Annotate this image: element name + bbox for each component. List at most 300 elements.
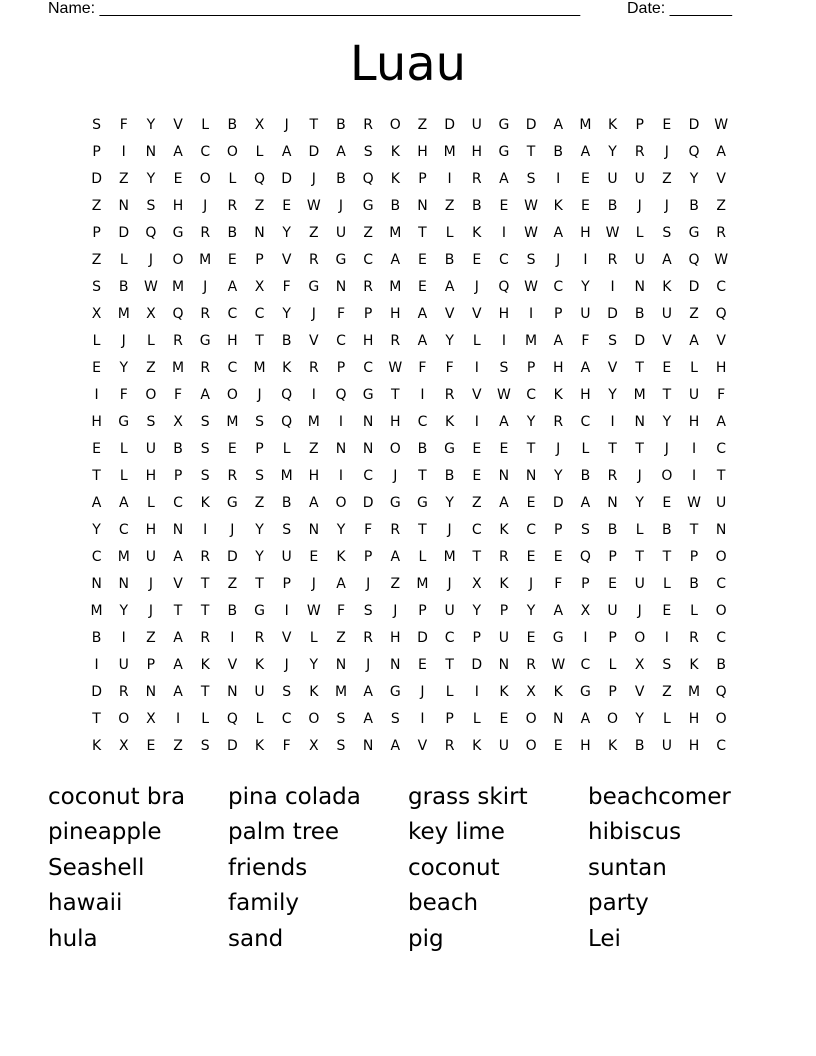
grid-letter: K [282,359,292,376]
grid-letter: B [336,116,346,133]
grid-letter: P [336,359,346,376]
grid-letter: J [556,251,561,268]
grid-letter: L [282,440,291,457]
grid-letter: U [661,737,672,754]
grid-letter: Q [281,386,293,403]
grid-letter: E [472,467,482,484]
grid-letter: U [580,305,591,322]
grid-letter: N [254,224,265,241]
grid-letter: Z [417,116,428,133]
grid-letter: A [580,494,591,511]
word-bank-row [48,815,768,851]
grid-letter: Z [91,197,102,214]
word-bank-item: family [228,890,299,917]
grid-letter: D [471,656,483,673]
grid-letter: B [634,305,645,322]
grid-letter: R [471,170,482,187]
grid-letter: E [580,197,590,214]
grid-letter: L [255,143,264,160]
grid-letter: B [444,251,455,268]
grid-letter: Y [282,224,291,241]
grid-letter: T [635,359,644,376]
grid-letter: N [362,413,374,430]
grid-letter: T [92,710,101,727]
grid-letter: H [390,413,401,430]
grid-letter: C [580,656,591,673]
grid-letter: R [526,656,536,673]
word-bank [48,779,768,957]
grid-letter: E [146,737,156,754]
grid-letter: E [662,116,672,133]
grid-letter: R [118,683,129,700]
grid-letter: S [526,251,536,268]
grid-letter: B [390,197,401,214]
grid-letter: S [499,359,509,376]
grid-letter: M [117,548,130,565]
grid-letter: V [471,305,482,322]
grid-letter: M [226,413,239,430]
grid-letter: R [390,332,401,349]
grid-letter: V [281,251,292,268]
grid-letter: V [227,656,238,673]
grid-letter: G [552,629,564,646]
grid-letter: T [635,548,644,565]
grid-letter: E [499,197,509,214]
word-bank-row [48,779,768,815]
grid-letter: K [689,656,699,673]
grid-letter: W [605,224,620,241]
grid-letter: A [390,737,401,754]
grid-letter: I [447,170,452,187]
grid-letter: C [363,359,374,376]
grid-letter: Q [715,683,727,700]
word-bank-item: suntan [588,854,667,881]
grid-letter: L [119,251,128,268]
grid-letter: B [281,332,292,349]
grid-letter: F [174,386,183,403]
grid-letter: Z [91,251,102,268]
grid-letter: M [443,548,456,565]
grid-letter: A [281,143,292,160]
grid-letter: U [607,602,618,619]
grid-letter: P [608,683,617,700]
grid-letter: O [145,386,157,403]
grid-letter: J [284,116,289,133]
grid-letter: Z [146,629,156,646]
grid-letter: S [662,656,672,673]
grid-letter: T [200,602,210,619]
grid-letter: Z [444,197,455,214]
grid-letter: E [282,197,292,214]
grid-letter: J [366,575,371,592]
grid-letter: Y [689,170,699,187]
grid-letter: O [389,440,401,457]
grid-letter: Y [608,386,617,403]
grid-letter: H [688,413,700,430]
grid-letter: V [309,332,319,349]
grid-letter: U [607,170,618,187]
grid-letter: D [118,224,130,241]
word-bank-item: pig [408,925,444,952]
grid-letter: H [145,467,157,484]
grid-letter: R [607,251,618,268]
grid-letter: G [389,683,401,700]
grid-letter: Q [145,224,157,241]
grid-letter: Z [309,440,319,457]
grid-row [83,219,735,246]
grid-row [83,354,735,381]
grid-letter: W [714,251,729,268]
grid-letter: N [335,278,347,295]
grid-letter: X [254,278,265,295]
grid-letter: L [445,224,454,241]
grid-letter: I [610,278,615,295]
grid-letter: E [418,278,427,295]
grid-letter: B [173,440,183,457]
grid-letter: M [389,224,402,241]
grid-letter: I [121,143,126,160]
grid-letter: J [447,521,452,538]
grid-letter: N [715,521,727,538]
grid-letter: L [690,602,698,619]
grid-row [83,678,735,705]
grid-letter: R [200,548,211,565]
grid-letter: L [581,440,590,457]
grid-letter: Z [118,170,129,187]
grid-letter: G [335,251,347,268]
grid-letter: X [91,305,102,322]
grid-letter: G [254,602,265,619]
grid-letter: N [308,521,320,538]
grid-letter: M [199,251,212,268]
grid-letter: B [91,629,102,646]
grid-letter: Y [553,467,563,484]
grid-letter: C [336,332,346,349]
grid-letter: T [418,521,427,538]
word-bank-item: sand [228,925,284,952]
grid-letter: A [553,332,564,349]
grid-letter: C [173,494,183,511]
grid-letter: A [417,332,428,349]
grid-letter: T [662,386,672,403]
grid-letter: J [664,197,669,214]
grid-letter: X [309,737,319,754]
grid-letter: T [689,521,699,538]
grid-letter: J [529,575,534,592]
grid-letter: H [580,224,591,241]
grid-letter: L [119,440,128,457]
grid-letter: D [362,494,374,511]
grid-row [83,381,735,408]
word-bank-item: pineapple [48,819,162,846]
grid-row [83,435,735,462]
grid-letter: N [525,467,537,484]
grid-letter: D [226,548,238,565]
grid-letter: K [472,224,482,241]
grid-letter: V [173,116,183,133]
grid-letter: I [529,305,534,322]
grid-letter: A [553,602,564,619]
grid-letter: G [444,440,456,457]
grid-letter: J [311,170,316,187]
grid-letter: O [226,386,238,403]
grid-letter: V [417,737,428,754]
grid-letter: I [94,656,99,673]
grid-letter: A [499,413,509,430]
grid-letter: D [308,143,320,160]
grid-letter: M [579,116,592,133]
grid-letter: Z [716,197,726,214]
date-field-label: Date: _______ [627,0,732,17]
grid-letter: K [553,197,563,214]
grid-letter: V [607,359,618,376]
grid-letter: B [281,494,292,511]
grid-letter: W [524,224,538,241]
grid-letter: L [608,656,617,673]
grid-letter: R [716,224,727,241]
grid-letter: L [472,332,481,349]
grid-letter: E [472,251,482,268]
grid-letter: R [363,116,373,133]
grid-letter: Z [173,737,183,754]
grid-letter: R [308,251,319,268]
grid-letter: K [200,494,210,511]
grid-row [83,732,735,759]
grid-letter: X [254,116,265,133]
grid-letter: E [499,440,509,457]
grid-letter: N [172,521,184,538]
grid-letter: C [716,278,727,295]
grid-letter: E [662,494,672,511]
grid-letter: N [118,197,129,214]
grid-letter: A [173,629,183,646]
grid-letter: L [146,494,155,511]
grid-letter: M [389,278,402,295]
grid-letter: M [307,413,320,430]
grid-letter: O [607,710,619,727]
grid-letter: P [499,602,509,619]
grid-letter: J [257,386,262,403]
grid-letter: K [91,737,102,754]
grid-letter: L [635,224,644,241]
grid-letter: M [633,386,646,403]
grid-letter: H [552,359,564,376]
grid-letter: J [203,197,208,214]
grid-letter: Q [688,143,700,160]
grid-letter: M [687,683,701,700]
grid-letter: V [716,332,726,349]
grid-letter: I [474,359,479,376]
grid-letter: G [389,494,401,511]
grid-letter: U [254,683,265,700]
grid-letter: E [499,710,509,727]
grid-letter: H [145,521,157,538]
grid-letter: F [119,386,128,403]
grid-letter: G [498,116,510,133]
grid-letter: S [363,143,373,160]
grid-letter: S [363,602,373,619]
grid-letter: N [552,710,564,727]
grid-letter: E [173,170,183,187]
grid-letter: J [284,656,289,673]
grid-letter: A [309,494,319,511]
word-bank-item: coconut bra [48,783,186,810]
grid-letter: X [471,575,482,592]
grid-letter: J [637,197,642,214]
grid-letter: Y [336,521,346,538]
word-bank-item: grass skirt [408,783,528,810]
grid-letter: C [254,305,265,322]
grid-row [83,651,735,678]
grid-letter: S [526,170,536,187]
word-bank-item: party [588,890,649,917]
grid-letter: I [474,413,479,430]
word-search-grid [83,111,735,759]
grid-letter: Y [635,494,644,511]
grid-letter: L [119,467,128,484]
grid-letter: O [715,602,727,619]
header [48,0,768,18]
grid-letter: I [121,629,126,646]
grid-letter: E [526,629,536,646]
grid-letter: Y [282,305,291,322]
grid-letter: I [338,413,344,430]
grid-letter: K [445,413,455,430]
grid-letter: F [282,737,291,754]
grid-letter: T [526,440,536,457]
grid-letter: R [227,467,238,484]
grid-letter: J [338,197,344,214]
grid-letter: P [282,575,291,592]
grid-letter: J [203,278,208,295]
grid-letter: Z [227,575,238,592]
grid-letter: Q [172,305,184,322]
grid-letter: J [148,602,153,619]
grid-letter: I [474,683,479,700]
grid-letter: E [472,440,482,457]
grid-letter: M [525,332,538,349]
grid-letter: U [471,116,482,133]
grid-letter: Y [526,602,536,619]
grid-letter: J [474,278,479,295]
grid-letter: X [146,305,156,322]
grid-letter: L [201,710,210,727]
grid-letter: P [445,710,454,727]
grid-letter: U [281,548,292,565]
word-bank-item: pina colada [228,783,361,810]
grid-letter: P [554,521,563,538]
grid-letter: S [255,413,264,430]
grid-row [83,165,735,192]
word-bank-item: hibiscus [588,819,682,846]
grid-letter: C [363,251,374,268]
grid-letter: Y [526,413,536,430]
grid-letter: A [173,683,183,700]
grid-letter: A [363,683,373,700]
grid-letter: L [662,575,671,592]
grid-letter: Z [336,629,346,646]
word-bank-item: key lime [408,819,505,846]
grid-letter: W [306,197,321,214]
grid-letter: X [146,710,156,727]
grid-letter: N [145,143,157,160]
grid-letter: G [118,413,130,430]
grid-letter: B [716,656,726,673]
grid-letter: T [608,440,617,457]
grid-letter: G [308,278,320,295]
grid-letter: U [498,629,510,646]
grid-letter: E [418,251,427,268]
grid-letter: O [525,710,537,727]
grid-letter: T [418,467,427,484]
grid-letter: J [420,683,425,700]
grid-letter: B [227,224,238,241]
grid-letter: D [91,683,102,700]
grid-letter: Q [579,548,591,565]
grid-letter: U [498,737,510,754]
grid-letter: Y [255,548,264,565]
grid-row [83,300,735,327]
grid-letter: G [226,494,238,511]
grid-letter: U [118,656,129,673]
grid-letter: K [662,278,672,295]
grid-letter: H [417,143,428,160]
grid-letter: R [607,467,618,484]
grid-letter: Z [662,170,672,187]
grid-letter: K [607,737,618,754]
grid-letter: J [393,602,398,619]
grid-letter: U [634,575,645,592]
grid-letter: P [363,305,373,322]
grid-letter: Z [146,359,156,376]
grid-letter: O [661,467,673,484]
grid-letter: H [688,710,700,727]
grid-letter: A [499,170,509,187]
grid-letter: F [554,575,563,592]
grid-letter: I [583,629,588,646]
grid-letter: J [556,440,561,457]
word-bank-item: beach [408,890,479,917]
grid-letter: T [526,143,536,160]
grid-letter: A [716,143,726,160]
grid-letter: N [362,737,374,754]
grid-letter: T [716,467,726,484]
grid-letter: K [499,521,509,538]
grid-letter: O [389,116,401,133]
grid-letter: E [662,602,672,619]
grid-letter: I [420,386,425,403]
grid-letter: F [445,359,454,376]
grid-letter: P [146,656,156,673]
grid-letter: A [417,305,428,322]
grid-letter: P [418,602,427,619]
grid-letter: O [335,494,347,511]
grid-letter: E [553,548,563,565]
grid-letter: N [390,656,401,673]
grid-letter: A [200,386,210,403]
grid-row [83,705,735,732]
grid-letter: M [280,467,293,484]
grid-letter: A [444,278,455,295]
grid-letter: L [472,710,481,727]
grid-letter: J [121,332,126,349]
grid-letter: R [200,629,211,646]
grid-letter: Y [146,116,156,133]
grid-letter: O [715,710,727,727]
grid-letter: J [230,521,235,538]
grid-letter: B [227,602,238,619]
grid-letter: O [308,710,320,727]
